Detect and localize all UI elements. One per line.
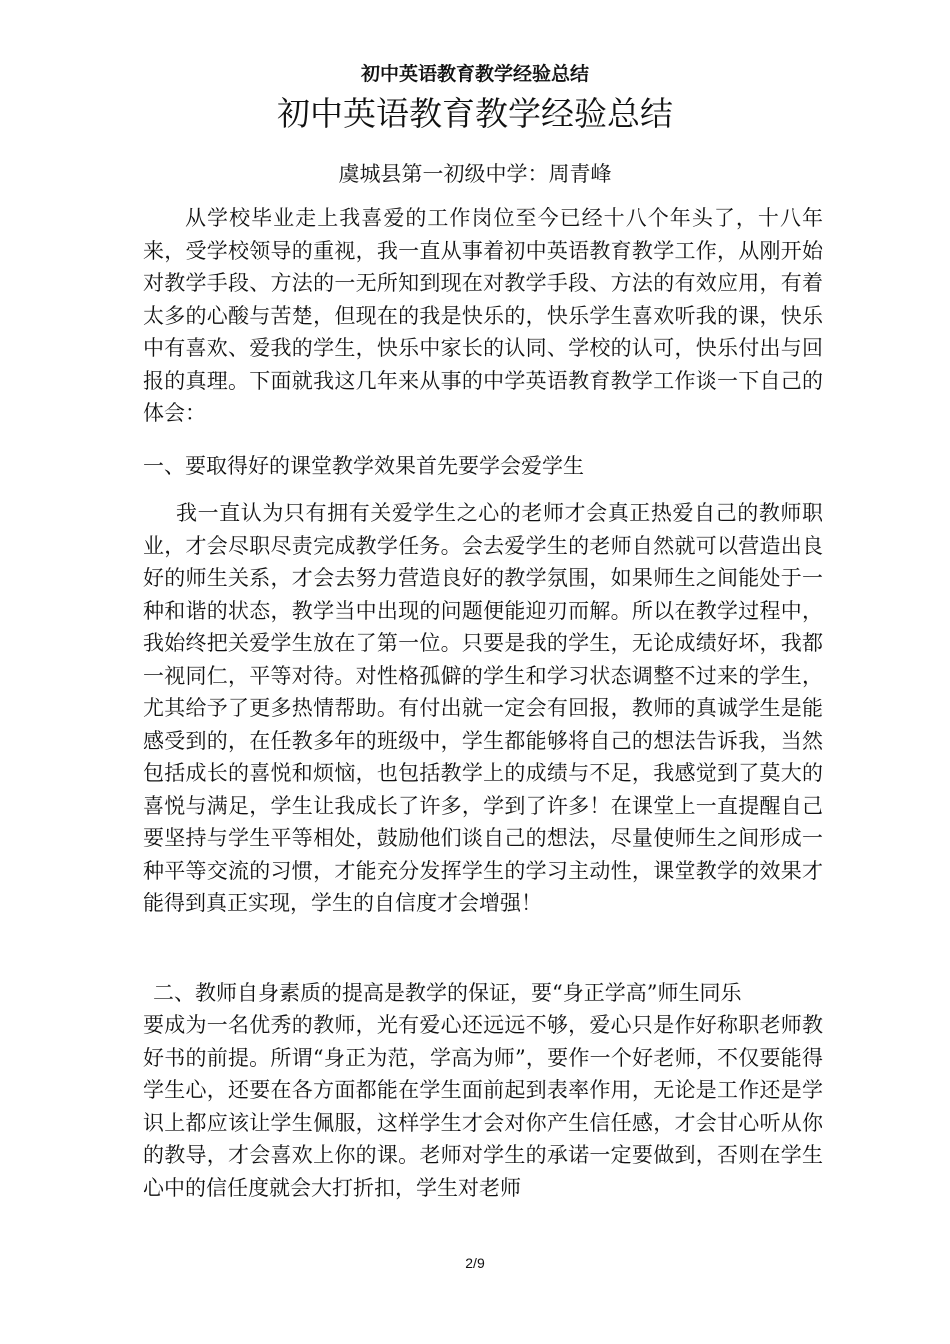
section2-paragraph: 要成为一名优秀的教师，光有爱心还远远不够，爱心只是作好称职老师教好书的前提。所谓“身正为范，学高为师”，要作一个好老师，不仅要能得学生心，还要在各方面都能在学生面前起到表率作用，无论是工作还是学识上都应该让学生佩服，这样学生才会对你产生信任感，才会甘心听从你的教导，才会喜欢上你的课。老师对学生的承诺一定要做到，否则在学生心中的信任度就会大打折扣，学生对老师 — [143, 1013, 823, 1200]
section1-heading: 一、要取得好的课堂教学效果首先要学会爱学生 — [143, 454, 584, 478]
intro-paragraph: 从学校毕业走上我喜爱的工作岗位至今已经十八个年头了，十八年来，受学校领导的重视，我一直从事着初中英语教育教学工作，从刚开始对教学手段、方法的一无所知到现在对教学手段、方法的有效应用，有着太多的心酸与苦楚，但现在的我是快乐的，快乐学生喜欢听我的课，快乐中有喜欢、爱我的学生，快乐中家长的认同、学校的认可，快乐付出与回报的真理。下面就我这几年来从事的中学英语教育教学工作谈一下自己的体会： — [143, 206, 823, 425]
section2-heading: 二、教师自身素质的提高是教学的保证，要“身正学高”师生同乐 — [153, 981, 742, 1005]
header-title: 初中英语教育教学经验总结 — [360, 63, 589, 85]
main-title: 初中英语教育教学经验总结 — [277, 94, 673, 133]
author-line: 虞城县第一初级中学：周青峰 — [338, 162, 612, 186]
section1-paragraph: 我一直认为只有拥有关爱学生之心的老师才会真正热爱自己的教师职业，才会尽职尽责完成教学任务。会去爱学生的老师自然就可以营造出良好的师生关系，才会去努力营造良好的教学氛围，如果师生之间能处于一种和谐的状态，教学当中出现的问题便能迎刃而解。所以在教学过程中，我始终把关爱学生放在了第一位。只要是我的学生，无论成绩好坏，我都一视同仁，平等对待。对性格孤僻的学生和学习状态调整不过来的学生，尤其给予了更多热情帮助。有付出就一定会有回报，教师的真诚学生是能感受到的，在任教多年的班级中，学生都能够将自己的想法告诉我，当然包括成长的喜悦和烦恼，也包括教学上的成绩与不足，我感觉到了莫大的喜悦与满足，学生让我成长了许多，学到了许多！在课堂上一直提醒自己要坚持与学生平等相处，鼓励他们谈自己的想法，尽量使师生之间形成一种平等交流的习惯，才能充分发挥学生的学习主动性，课堂教学的效果才能得到真正实现，学生的自信度才会增强！ — [143, 501, 823, 915]
page-number: 2/9 — [465, 1255, 485, 1271]
